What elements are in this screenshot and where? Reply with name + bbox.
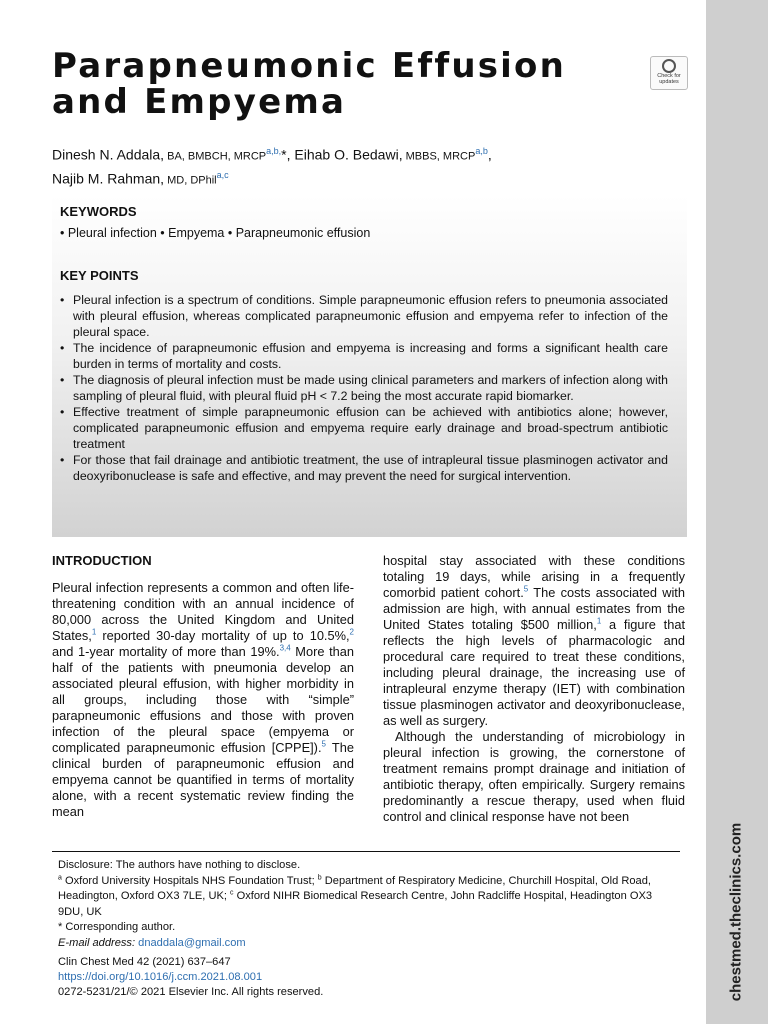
affiliation-text: Department of Respiratory Medicine, Churchill Hospital, Old Road, Headington, Oxford OX3 7LE, UK; — [58, 874, 651, 902]
author-name: Dinesh N. Addala, — [52, 146, 165, 163]
author-name: Eihab O. Bedawi, — [294, 146, 403, 163]
author-degrees: MD, DPhil — [164, 174, 217, 187]
affiliation-marker[interactable]: a,c — [216, 169, 229, 180]
keywords-heading: KEYWORDS — [60, 204, 137, 219]
author-separator: , — [487, 146, 492, 163]
reference-link[interactable]: 1 — [596, 616, 602, 626]
paragraph — [383, 553, 685, 729]
badge-label-2: updates — [659, 79, 679, 85]
check-for-updates-badge[interactable] — [650, 56, 688, 90]
text-run: Pleural infection represents a common and often life-threatening condition with an annual incidence of 80,000 across the United Kingdom and United States, — [52, 580, 354, 643]
copyright-line: 0272-5231/21/© 2021 Elsevier Inc. All rights reserved. — [58, 986, 324, 998]
list-item: • For those that fail drainage and antibiotic treatment, the use of intrapleural tissue plasminogen activator and deoxyribonuclease is safe and effective, and may prevent the need for surgical intervention. — [60, 452, 668, 484]
key-points-heading: KEY POINTS — [60, 268, 139, 283]
body-column-right — [383, 553, 685, 825]
bookmark-icon — [662, 59, 676, 73]
footnote-divider — [52, 851, 680, 852]
affiliation-text: Oxford NIHR Biomedical Research Centre, John Radcliffe Hospital, Headington OX3 9DU, UK — [58, 890, 653, 918]
body-column-left — [52, 553, 354, 820]
journal-site-label: chestmed.theclinics.com — [727, 822, 745, 1002]
email-label: E-mail address: — [58, 936, 136, 949]
paragraph: Although the understanding of microbiology in pleural infection is growing, the cornerstone of treatment remains prompt drainage and initiation of antibiotic therapy, often empirically. Surgery remains predominantly a rescue therapy, used when fluid control and clinical response have not been — [383, 729, 685, 824]
reference-link[interactable]: 2 — [349, 627, 354, 637]
title-line-2: and Empyema — [52, 82, 347, 122]
disclosure: Disclosure: The authors have nothing to disclose. — [58, 859, 301, 871]
citation-block — [58, 955, 323, 1000]
list-item: • Effective treatment of simple parapneumonic effusion can be achieved with antibiotics alone; however, complicated parapneumonic effusion and empyema require early drainage and broad-spectrum antibiotic treatment — [60, 404, 668, 452]
text-run: a figure that reflects the high levels of pharmacologic and procedural care required to treat these conditions, including pleural drainage, the increasing use of intrapleural enzyme therapy (IET) with combination tissue plasminogen activator and deoxyribonuclease, as well as surgery. — [383, 617, 686, 728]
journal-citation: Clin Chest Med 42 (2021) 637–647 — [58, 956, 231, 968]
footnotes — [58, 858, 680, 951]
email-line — [58, 936, 680, 952]
keywords-list: • Pleural infection • Empyema • Parapneumonic effusion — [60, 226, 371, 240]
affiliation-text: Oxford University Hospitals NHS Foundation Trust; — [61, 874, 318, 887]
author-list — [52, 142, 692, 189]
text-run: reported 30-day mortality of up to 10.5%, — [96, 628, 350, 643]
affiliation-marker: a — [58, 873, 62, 881]
affiliations — [58, 874, 680, 921]
text-run: The clinical burden of parapneumonic effusion and empyema cannot be quantified in terms of mortality alone, with a recent systematic review finding the mean — [52, 740, 354, 819]
reference-link[interactable]: 3,4 — [279, 643, 291, 653]
article-title — [52, 48, 612, 120]
affiliation-marker: b — [317, 873, 322, 881]
reference-link[interactable]: 5 — [523, 584, 529, 594]
corresponding-author: * Corresponding author. — [58, 921, 176, 933]
text-run: The costs associated with admission are high, with annual estimates from the United States totaling $500 million, — [383, 585, 685, 632]
affiliation-marker: c — [230, 889, 234, 897]
badge-label-1: Check for — [657, 73, 681, 79]
email-link[interactable]: dnaddala@gmail.com — [138, 936, 246, 949]
reference-link[interactable]: 1 — [91, 627, 97, 637]
text-run: hospital stay associated with these conditions totaling 19 days, while arising in a frequently comorbid patient cohort. — [383, 553, 685, 600]
section-heading: INTRODUCTION — [52, 553, 152, 568]
doi-link[interactable]: https://doi.org/10.1016/j.ccm.2021.08.001 — [58, 971, 263, 983]
author-degrees: BA, BMBCH, MRCP — [164, 150, 267, 163]
list-item: • The diagnosis of pleural infection must be made using clinical parameters and markers of infection along with sampling of pleural fluid, with pleural fluid pH < 7.2 being the most accurate rapid biomarker. — [60, 372, 668, 404]
affiliation-marker[interactable]: a,b, — [266, 146, 282, 156]
corresponding-star: * — [281, 146, 287, 163]
affiliation-marker[interactable]: a,b — [475, 146, 488, 156]
list-item: • Pleural infection is a spectrum of conditions. Simple parapneumonic effusion refers to pneumonia associated with pleural effusion, whereas complicated parapneumonic effusion and empyema refer to infection of the pleural space. — [60, 292, 668, 340]
text-run: and 1-year mortality of more than 19%. — [52, 644, 280, 659]
text-run: More than half of the patients with pneumonia develop an associated pleural effusion, with higher morbidity in all groups, including those with “simple” parapneumonic effusions and those with proven infection of the pleural space (empyema or complicated parapneumonic effusion [CPPE]). — [52, 644, 354, 755]
author-name: Najib M. Rahman, — [52, 170, 165, 187]
title-line-1: Parapneumonic Effusion — [52, 46, 566, 86]
reference-link[interactable]: 5 — [321, 739, 326, 749]
key-points-list — [60, 292, 668, 484]
list-item: • The incidence of parapneumonic effusion and empyema is increasing and forms a significant health care burden in terms of mortality and costs. — [60, 340, 668, 372]
author-separator: , — [286, 146, 295, 163]
author-degrees: MBBS, MRCP — [402, 150, 476, 163]
paragraph — [52, 580, 354, 820]
